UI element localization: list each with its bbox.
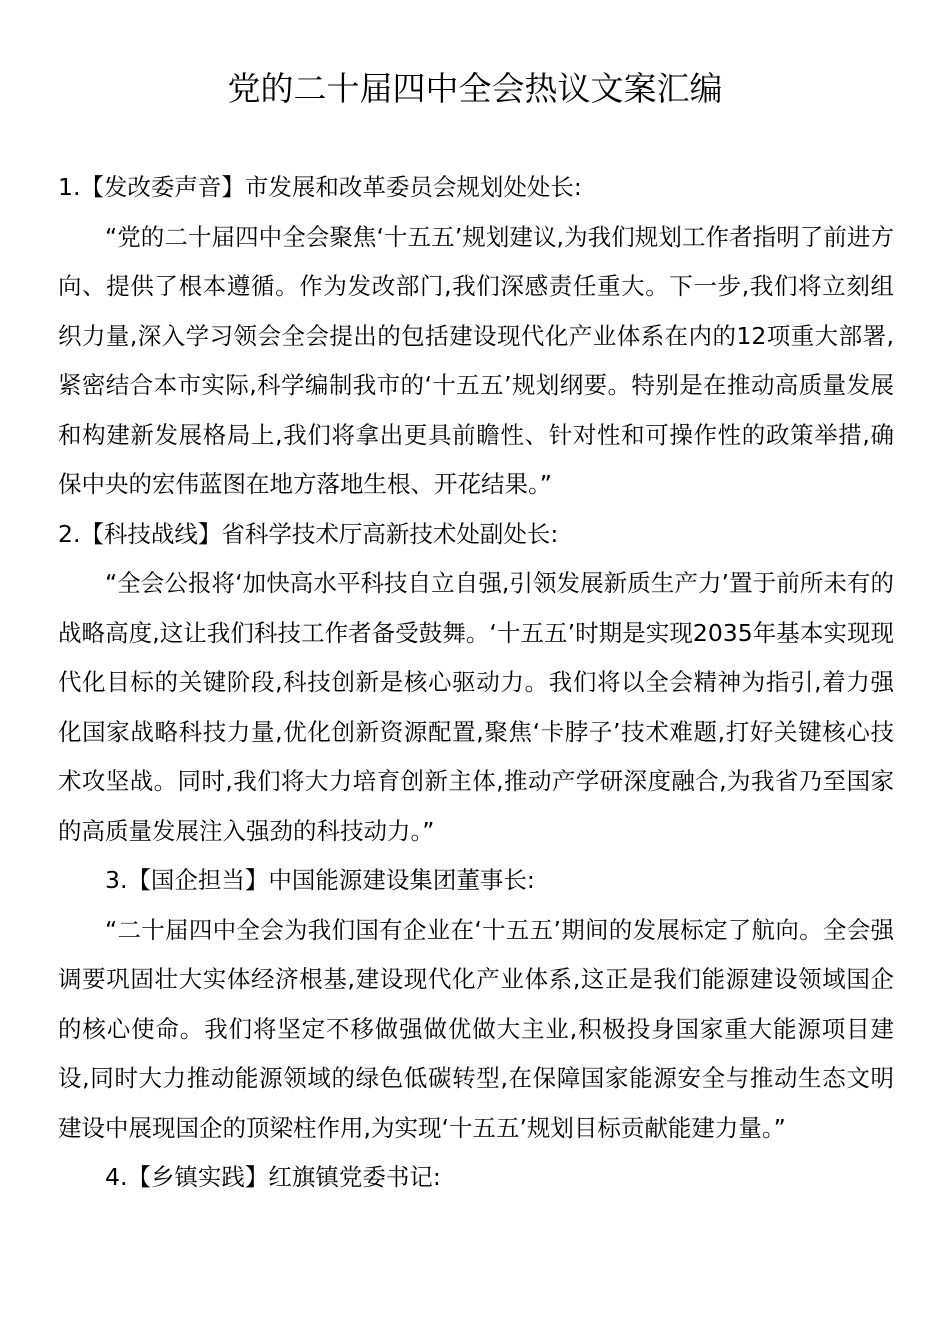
section-1-quote: “党的二十届四中全会聚焦‘十五五’规划建议,为我们规划工作者指明了前进方向、提供了根本遵循。作为发改部门,我们深感责任重大。下一步,我们将立刻组织力量,深入学习领会全会提出的包括建设现代化产业体系在内的12项重大部署,紧密结合本市实际,科学编制我市的‘十五五’规划纲要。特别是在推动高质量发展和构建新发展格局上,我们将拿出更具前瞻性、针对性和可操作性的政策举措,确保中央的宏伟蓝图在地方落地生根、开花结果。” [58, 222, 894, 498]
section-3-heading: 3.【国企担当】中国能源建设集团董事长: [105, 866, 535, 894]
section-1-heading: 1.【发改委声音】市发展和改革委员会规划处处长: [58, 173, 582, 201]
section-2-quote: “全会公报将‘加快高水平科技自立自强,引领发展新质生产力’置于前所未有的战略高度,这让我们科技工作者备受鼓舞。‘十五五’时期是实现2035年基本实现现代化目标的关键阶段,科技创新是核心驱动力。我们将以全会精神为指引,着力强化国家战略科技力量,优化创新资源配置,聚焦‘卡脖子’技术难题,打好关键核心技术攻坚战。同时,我们将大力培育创新主体,推动产学研深度融合,为我省乃至国家的高质量发展注入强劲的科技动力。” [58, 569, 894, 845]
document-body [58, 163, 894, 1203]
section-4-heading: 4.【乡镇实践】红旗镇党委书记: [105, 1163, 441, 1191]
section-3-quote: “二十届四中全会为我们国有企业在‘十五五’期间的发展标定了航向。全会强调要巩固壮大实体经济根基,建设现代化产业体系,这正是我们能源建设领域国企的核心使命。我们将坚定不移做强做优做大主业,积极投身国家重大能源项目建设,同时大力推动能源领域的绿色低碳转型,在保障国家能源安全与推动生态文明建设中展现国企的顶梁柱作用,为实现‘十五五’规划目标贡献能建力量。” [58, 915, 894, 1142]
section-2-heading: 2.【科技战线】省科学技术厅高新技术处副处长: [58, 519, 559, 548]
document-title: 党的二十届四中全会热议文案汇编 [227, 69, 723, 108]
